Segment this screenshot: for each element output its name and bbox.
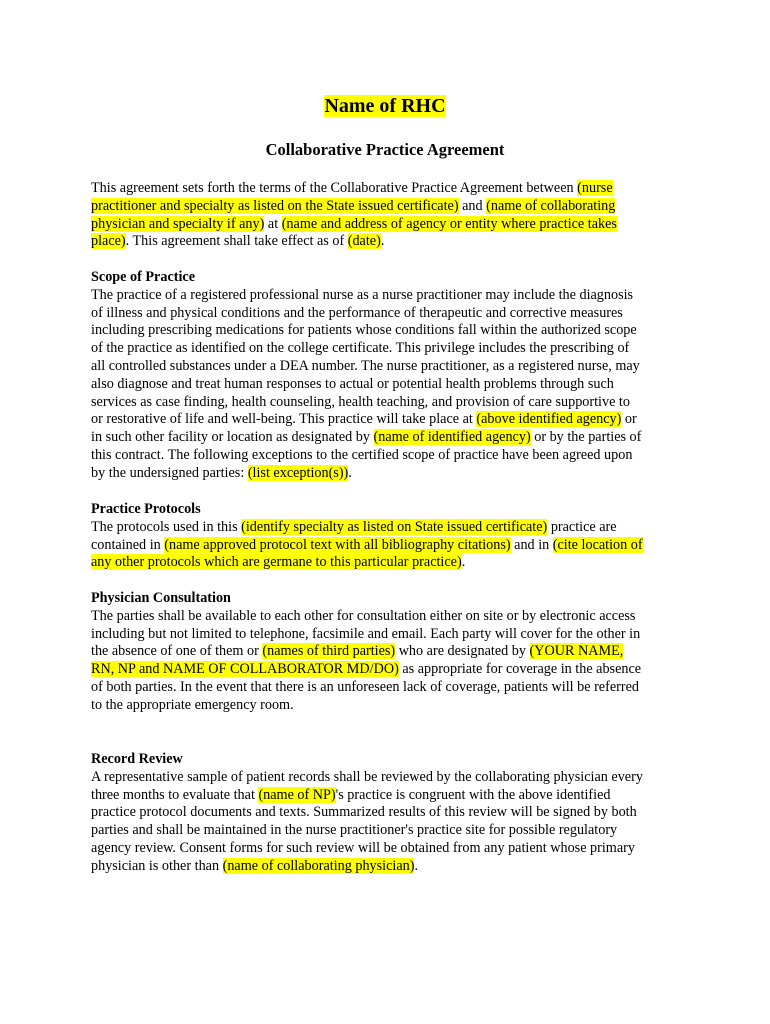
text-segment: three months to evaluate that xyxy=(91,786,259,803)
text-line xyxy=(91,858,691,876)
placeholder-highlight: (name of collaborating xyxy=(486,197,616,214)
placeholder-highlight: RN, NP and NAME OF COLLABORATOR MD/DO) xyxy=(91,661,399,678)
text-line xyxy=(91,358,691,376)
text-segment: . This agreement shall take effect as of xyxy=(125,233,348,250)
text-segment: who are designated by xyxy=(395,643,530,660)
placeholder-highlight: (list exception(s)) xyxy=(247,464,349,481)
placeholder-highlight: (name approved protocol text with all bibliography citations) xyxy=(164,536,511,553)
title-highlight: Name of RHC xyxy=(324,95,446,117)
section-heading: Record Review xyxy=(91,751,183,767)
placeholder-highlight: (name of identified agency) xyxy=(373,429,531,446)
text-segment: This agreement sets forth the terms of the Collaborative Practice Agreement between xyxy=(91,180,578,196)
text-segment: and in xyxy=(510,536,553,553)
text-line xyxy=(91,322,691,340)
text-segment: practice are xyxy=(547,518,617,535)
text-line xyxy=(91,519,691,537)
placeholder-highlight: (identify specialty as listed on State issued certificate) xyxy=(241,518,548,535)
text-segment: A representative sample of patient records shall be reviewed by the collaborating physician every xyxy=(91,768,643,785)
scope-section xyxy=(91,269,691,483)
placeholder-highlight: any other protocols which are germane to this particular practice) xyxy=(91,554,462,571)
text-line xyxy=(91,411,691,429)
text-line xyxy=(91,305,691,323)
text-segment: . xyxy=(348,464,352,481)
text-line xyxy=(91,376,691,394)
text-segment: this contract. The following exceptions to the certified scope of practice have been agreed upon xyxy=(91,446,633,463)
placeholder-highlight: (name of collaborating physician) xyxy=(222,857,415,874)
placeholder-highlight: (date) xyxy=(347,233,381,250)
text-line xyxy=(91,233,691,251)
text-segment: or by the parties of xyxy=(530,429,642,446)
text-segment: . xyxy=(461,554,466,571)
text-segment: physician is other than xyxy=(91,857,223,874)
text-segment: The practice of a registered professional nurse as a nurse practitioner may include the diagnosis xyxy=(91,286,634,303)
text-line xyxy=(91,180,691,198)
text-line xyxy=(91,287,691,305)
text-line xyxy=(91,340,691,358)
section-heading: Physician Consultation xyxy=(91,590,231,606)
text-segment: . xyxy=(414,857,419,874)
placeholder-highlight: (name and address of agency or entity where practice takes xyxy=(281,215,617,232)
text-line xyxy=(91,198,691,216)
text-segment: or restorative of life and well-being. This practice will take place at xyxy=(91,411,477,428)
text-line xyxy=(91,429,691,447)
text-segment: parties and shall be maintained in the nurse practitioner's practice site for possible regulatory xyxy=(91,822,618,839)
placeholder-highlight: (name of NP) xyxy=(258,786,336,803)
section-heading: Scope of Practice xyxy=(91,269,195,285)
document-subtitle: Collaborative Practice Agreement xyxy=(265,140,505,159)
text-segment: also diagnose and treat human responses to actual or potential health problems through such xyxy=(91,375,614,392)
placeholder-highlight: (nurse xyxy=(577,180,613,196)
text-line xyxy=(91,608,691,626)
text-segment: The parties shall be available to each other for consultation either on site or by electronic access xyxy=(91,607,636,624)
text-segment: or xyxy=(621,411,637,428)
text-line xyxy=(91,804,691,822)
document-title xyxy=(0,93,770,119)
text-line xyxy=(91,626,691,644)
placeholder-highlight: physician and specialty if any) xyxy=(91,215,265,232)
text-segment: by the undersigned parties: xyxy=(91,464,248,481)
text-line xyxy=(91,216,691,234)
text-line xyxy=(91,787,691,805)
placeholder-highlight: practitioner and specialty as listed on the State issued certificate) xyxy=(91,197,459,214)
placeholder-highlight: place) xyxy=(91,233,126,250)
placeholder-highlight: (cite location of xyxy=(552,536,643,553)
text-line xyxy=(91,537,691,555)
text-segment: of both parties. In the event that there is an unforeseen lack of coverage, patients will be referred xyxy=(91,678,639,695)
text-segment: at xyxy=(264,215,282,232)
text-segment: of the practice as identified on the college certificate. This privilege includes the prescribing of xyxy=(91,340,630,357)
text-line xyxy=(91,554,691,572)
text-segment: contained in xyxy=(91,536,165,553)
text-segment: all controlled substances under a DEA number. The nurse practitioner, as a registered nurse, may xyxy=(91,357,640,374)
text-segment: practice protocol documents and texts. Summarized results of this review will be signed by both xyxy=(91,804,637,821)
text-line xyxy=(91,394,691,412)
placeholder-highlight: (YOUR NAME, xyxy=(529,643,624,660)
text-segment: of illness and physical conditions and the performance of therapeutic and corrective measures xyxy=(91,304,623,321)
intro-paragraph xyxy=(91,180,691,251)
text-line xyxy=(91,840,691,858)
text-segment: services as case finding, health counseling, health teaching, and provision of care supportive to xyxy=(91,393,630,410)
text-segment: to the appropriate emergency room. xyxy=(91,696,294,713)
placeholder-highlight: (above identified agency) xyxy=(476,411,622,428)
text-line xyxy=(91,643,691,661)
text-line xyxy=(91,465,691,483)
text-segment: in such other facility or location as designated by xyxy=(91,429,374,446)
text-line xyxy=(91,697,691,715)
text-segment: The protocols used in this xyxy=(91,518,242,535)
review-section xyxy=(91,751,691,876)
text-line xyxy=(91,822,691,840)
text-segment: including but not limited to telephone, facsimile and email. Each party will cover for the other in xyxy=(91,625,641,642)
consultation-section xyxy=(91,590,691,715)
text-segment: as appropriate for coverage in the absence xyxy=(398,661,642,678)
text-segment: agency review. Consent forms for such review will be obtained from any patient whose primary xyxy=(91,839,635,856)
text-line xyxy=(91,661,691,679)
text-line xyxy=(91,769,691,787)
placeholder-highlight: (names of third parties) xyxy=(262,643,396,660)
text-segment: . xyxy=(380,233,385,250)
text-segment: 's practice is congruent with the above identified xyxy=(335,786,611,803)
text-segment: the absence of one of them or xyxy=(91,643,263,660)
protocols-section xyxy=(91,501,691,572)
text-line xyxy=(91,679,691,697)
text-segment: and xyxy=(458,197,487,214)
text-segment: including prescribing medications for patients whose conditions fall within the authorized scope xyxy=(91,322,637,339)
section-heading: Practice Protocols xyxy=(91,501,201,517)
text-line xyxy=(91,447,691,465)
